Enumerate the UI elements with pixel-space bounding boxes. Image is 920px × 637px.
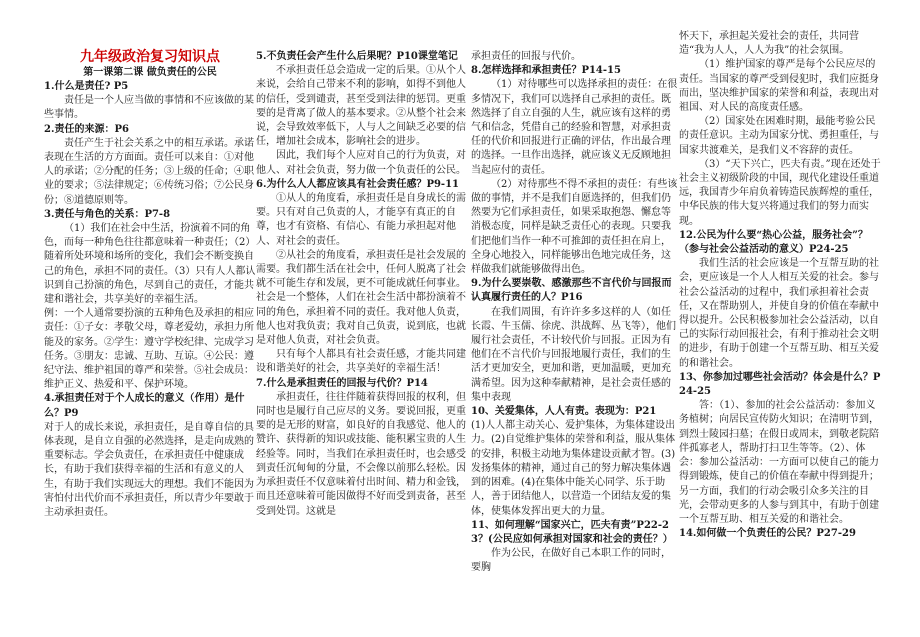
answer-paragraph: 不承担责任总会造成一定的后果。①从个人来说，会给自己带来不利的影响，如得不到他人的信任，受到谴责，甚至受到法律的惩罚。更重要的是背离了做人的基本要求。②从整个社会来说，会导致效率低下，人与人之间缺乏必要的信任，增加社会成本，影响社会的进步。 (256, 65, 466, 148)
question-heading: 13、你参加过哪些社会活动？体会是什么？P24-25 (679, 371, 881, 398)
answer-paragraph: ②从社会的角度看，承担责任是社会发展的需要。我们都生活在社会中，任何人脱离了社会就不可能生存和发展，更不可能成就任何事业。社会是一个整体，人们在社会生活中都扮演着不同的角色，承担着不同的责任。我对他人负责，他人也对我负责；我对自己负责，说到底，也就是对他人负责，对社会负责。 (256, 249, 466, 347)
column-3 (471, 50, 679, 576)
question-heading: 2.责任的来源：P6 (44, 123, 129, 135)
answer-paragraph: 责任产生于社会关系之中的相互承诺。承诺表现在生活的方方面面。责任可以来自：①对他人的承诺；②分配的任务；③上级的任命；④职业的要求；⑤法律规定；⑥传统习俗；⑦公民身份；⑧道德原则等。 (44, 137, 254, 206)
answer-paragraph: 因此，我们每个人应对自己的行为负责，对他人、对社会负责，努力做一个负责任的公民。 (256, 150, 466, 176)
answer-paragraph: 责任是一个人应当做的事情和不应该做的某些事情。 (44, 95, 254, 121)
column-4 (679, 30, 881, 541)
answer-paragraph: 我们生活的社会应该是一个互帮互助的社会，更应该是一个人人相互关爱的社会。参与社会公益活动的过程中，我们承担着社会责任，又在帮助别人，并使自身的价值在奉献中得以提升。公民积极参加社会公益活动，以自己的实际行动回报社会，有利于推动社会文明的进步，有助于创建一个互帮互助、相互关爱的和谐社会。 (679, 258, 879, 369)
question-heading: 8.怎样选择和承担责任？P14-15 (471, 65, 621, 77)
answer-paragraph: (1)人人都主动关心、爱护集体，为集体建设出力。(2)自觉维护集体的荣誉和利益，服从集体的安排，积极主动地为集体建设贡献才智。(3)发扬集体的精神，通过自己的努力解决集体遇到的困难。(4)在集体中能关心同学、乐于助人，善于团结他人，以营造一个团结友爱的集体，使集体发挥出更大的力量。 (471, 420, 676, 517)
question-heading: 3.责任与角色的关系：P7-8 (44, 208, 171, 220)
question-heading: 4.承担责任对于个人成长的意义（作用）是什么？P9 (44, 393, 245, 419)
answer-paragraph: ①从人的角度看，承担责任是自身成长的需要。只有对自己负责的人，才能享有真正的自尊，也才有资格、有信心、有能力承担起对他人、对社会的责任。 (256, 193, 466, 247)
question-heading: 11、如何理解“国家兴亡，匹夫有责”P22-23？(公民应如何承担对国家和社会的责任？） (471, 519, 673, 545)
answer-paragraph: 承担责任，往往伴随着获得回报的权利，但同时也是履行自己应尽的义务。要说回报，更重要的是无形的财富，如良好的自我感觉、他人的赞许、获得新的知识或技能、能积累宝贵的人生经验等。同时，当我们在承担责任时，也会感受到责任沉甸甸的分量，不会像以前那么轻松。因为承担责任不仅意味着付出时间、精力和金钱，而且还意味着可能因做得不好而受到责备，甚至受到处罚。这就是 (256, 391, 466, 517)
question-heading: 1.什么是责任? P5 (44, 81, 129, 92)
question-heading: 12.公民为什么要“热心公益，服务社会”？（参与社会公益活动的意义）P24-25 (679, 229, 868, 256)
answer-paragraph: （3）“天下兴亡，匹夫有责。”现在还处于社会主义初级阶段的中国，现代化建设任重道远，我国青少年肩负着铸造民族辉煌的重任，中华民族的伟大复兴将通过我们的努力而实现。 (679, 158, 881, 227)
question-heading: 5.不负责任会产生什么后果呢？P10课堂笔记 (256, 51, 458, 62)
question-heading: 10、关爱集体，人人有责。表现为：P21 (471, 406, 657, 418)
page-subtitle: 第一课第二课 做负责任的公民 (83, 67, 217, 78)
answer-paragraph: 承担责任的回报与代价。 (471, 51, 581, 62)
question-heading: 6.为什么人人都应该具有社会责任感？P9-11 (256, 178, 459, 190)
answer-paragraph: 例：一个人通常要扮演的五种角色及承担的相应责任：①子女：孝敬父母，尊老爱幼，承担力所能及的家务。②学生：遵守学校纪律、完成学习任务。③朋友：忠诚、互助、互谅。④公民：遵纪守法、维护祖国的尊严和荣誉。⑤社会成员：维护正义、热爱和平、保护环境。 (44, 308, 254, 391)
question-heading: 14.如何做一个负责任的公民？P27-29 (679, 528, 856, 540)
answer-paragraph: （1）维护国家的尊严是每个公民应尽的责任。当国家的尊严受到侵犯时，我们应挺身而出，坚决维护国家的荣誉和利益，表现出对祖国、对人民的高度责任感。 (679, 59, 879, 114)
answer-paragraph: 只有每个人都具有社会责任感，才能共同建设和谐美好的社会，共享美好的幸福生活！ (256, 349, 466, 375)
answer-paragraph: （1）我们在社会中生活，扮演着不同的角色，而每一种角色往往都意味着一种责任；（2）随着所处环境和场所的变化，我们会不断变换自己的角色，承担不同的责任。（3）只有人人都认识到自己扮演的角色，尽到自己的责任，才能共建和谐社会，共享美好的幸福生活。 (44, 223, 256, 306)
answer-paragraph: 作为公民，在做好自己本职工作的同时，要胸 (471, 548, 671, 574)
answer-paragraph: （1）对待哪些可以选择承担的责任：在很多情况下，我们可以选择自己承担的责任。既然选择了自立自强的人生，就应该有这样的勇气和信念，凭借自己的经验和智慧，对承担责任的代价和回报进行正确的评估，作出最合理的选择。一旦作出选择，就应该义无反顾地担当起应付的责任。 (471, 79, 678, 176)
answer-paragraph: （2）国家处在困难时期，最能考验公民的责任意识。主动为国家分忧、勇担重任，与国家共渡难关，是我们义不容辞的责任。 (679, 116, 879, 156)
column-2 (256, 50, 471, 519)
answer-paragraph: （2）对待那些不得不承担的责任：有些该做的事情，并不是我们自愿选择的，但我们仍然要为它们承担责任，如果采取抱怨、懈怠等消极态度，同样是缺乏责任心的表现。只要我们把他们当作一种不可推卸的责任担在肩上，全身心地投入，同样能够出色地完成任务，这样做我们就能够做得出色。 (471, 178, 678, 276)
answer-paragraph: 在我们周围，有许许多多这样的人（如任长霞、牛玉儒、徐虎、洪战辉、丛飞等），他们履行社会责任，不计较代价与回报。正因为有他们在不言代价与回报地履行责任，我们的生活才更加安全，更加和谐，更加温暖，更加充满希望。因为这种奉献精神，是社会责任感的集中表现 (471, 306, 676, 403)
answer-paragraph: 答：（1）、参加的社会公益活动：参加义务植树；向居民宣传防火知识；在清明节到，到烈士陵园扫墓；在假日或周末，到敬老院陪伴孤寡老人，帮助打扫卫生等等。（2）、体会：参加公益活动：一方面可以使自己的能力得到锻炼，使自己的价值在奉献中得到提升；另一方面，我们的行动会吸引众多关注的目光，会带动更多的人参与到其中，有助于创建一个互帮互助、相互关爱的和谐社会。 (679, 400, 879, 525)
page-title: 九年级政治复习知识点 (80, 49, 220, 65)
question-heading: 9.为什么要崇敬、感激那些不言代价与回报而认真履行责任的人？P16 (471, 278, 672, 304)
question-heading: 7.什么是承担责任的回报与代价？P14 (256, 377, 428, 389)
column-1 (44, 48, 256, 520)
answer-paragraph: 怀天下，承担起关爱社会的责任，共同营造“我为人人，人人为我”的社会氛围。 (679, 31, 859, 57)
answer-paragraph: 对于人的成长来说，承担责任，是自尊自信的具体表现，是自立自强的必然选择，是走向成熟的重要标志。学会负责任，在承担责任中健康成长，有助于我们获得幸福的生活和有意义的人生，有助于我们实现远大的理想。我们不能因为害怕付出代价而不承担责任，所以青少年要敢于主动承担责任。 (44, 421, 254, 519)
